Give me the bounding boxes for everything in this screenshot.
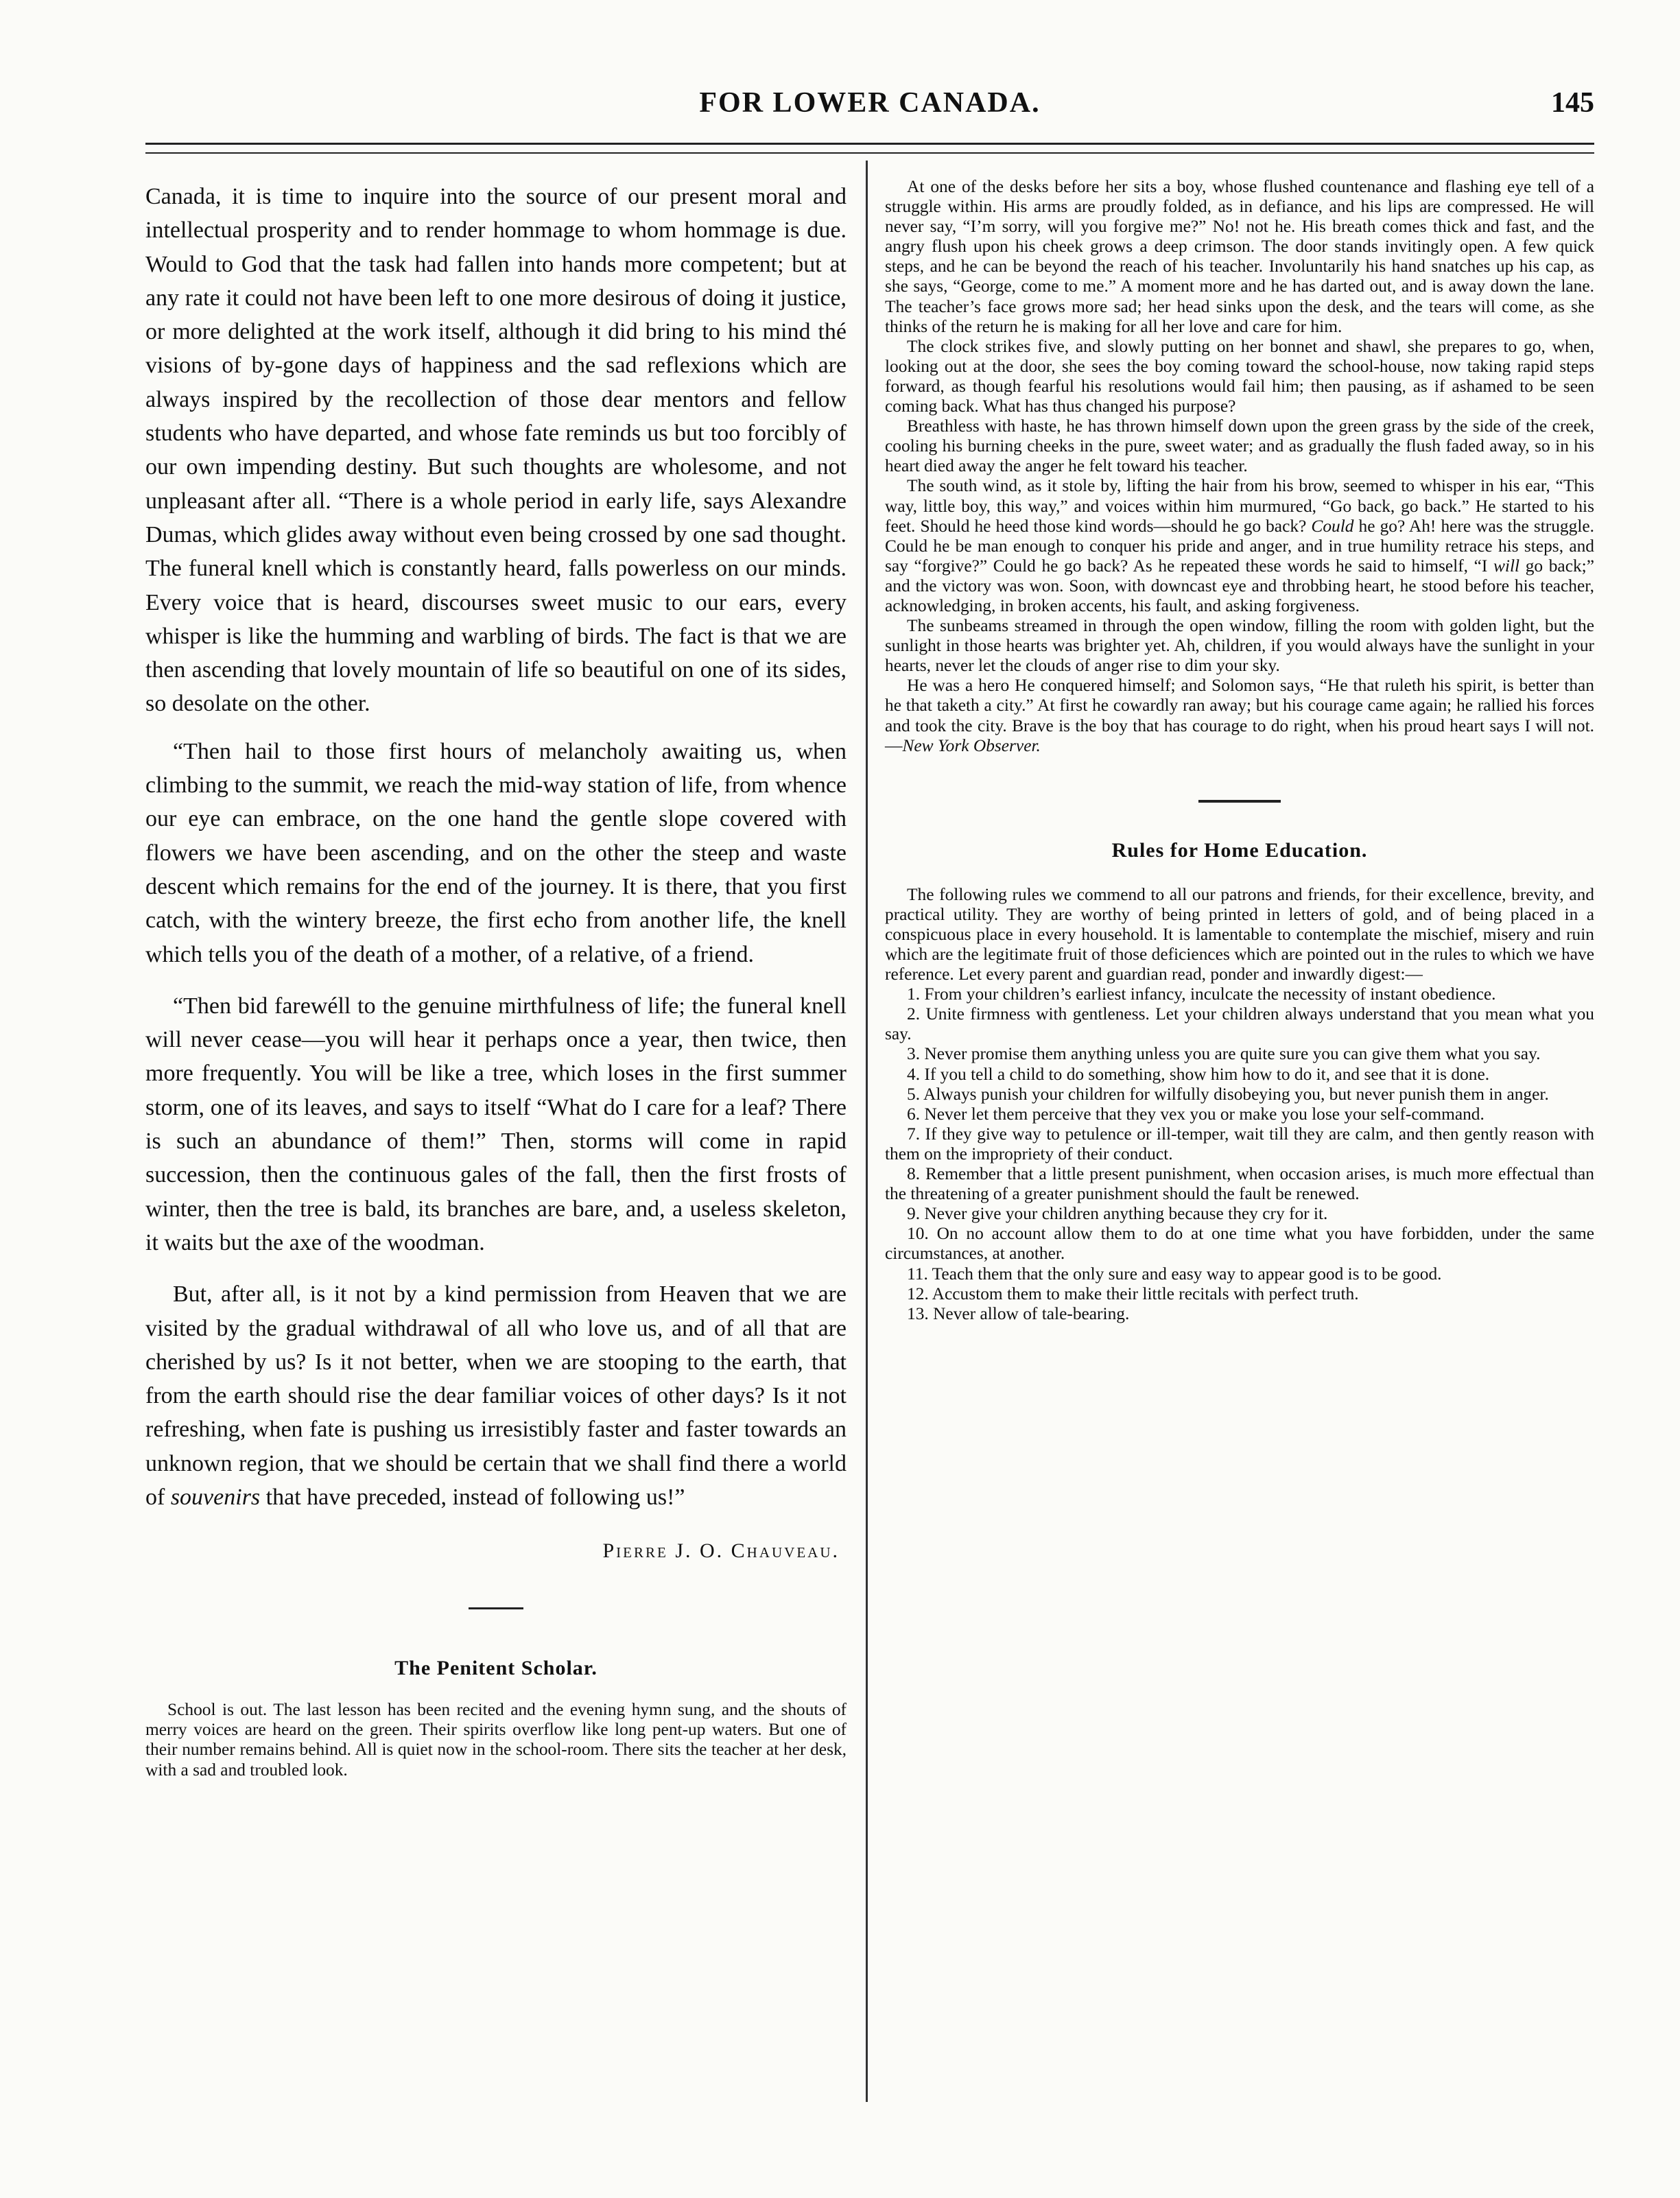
story-source: New York Observer. (902, 735, 1041, 755)
closing-text: But, after all, is it not by a kind permission from Heaven that we are visited by the gradual withdrawal of all who love us, and of all that are cherished by us? Is it not better, when we are stooping to the earth, that from the earth should rise the dear familiar voices of other days? Is it not refreshing, when fate is pushing us irresistibly faster and faster towards an unknown region, that we should be certain that we shall find there a world of (145, 1281, 847, 1510)
rules-intro: The following rules we commend to all our patrons and friends, for their excellence, brevity, and practical utility. They are worthy of being printed in letters of gold, and of being placed in a conspicuous place in every household. It is lamentable to contemplate the mischief, misery and ruin which are the legitimate fruit of those deficiences which are pointed out in the rules to which we have reference. Let every parent and guardian read, ponder and inwardly digest:— (885, 884, 1594, 984)
rule-item: 1. From your children’s earliest infancy, inculcate the necessity of instant obedience. (907, 984, 1496, 1004)
story-text: He was a hero He conquered himself; and Solomon says, “He that ruleth his spirit, is better than he that taketh a city.” At first he cowardly ran away; but his courage came again; he rallied his forces and took the city. Brave is the boy that has courage to do right, when his proud heart says I will not.— (885, 676, 1594, 755)
rule-item: 9. Never give your children anything because they cry for it. (907, 1204, 1328, 1224)
author-signature: Pierre J. O. Chauveau. (602, 1539, 840, 1563)
story-paragraph: Breathless with haste, he has thrown himself down upon the green grass by the side of the creek, cooling his burning cheeks in the pure, sweet water; and as gradually the flush faded away, so in his heart died away the anger he felt toward his teacher. (885, 416, 1594, 476)
story-paragraph (885, 676, 1594, 755)
rule-item: 5. Always punish your children for wilfully disobeying you, but never punish them in anger. (907, 1084, 1549, 1104)
rule-item: 10. On no account allow them to do at one time what you have forbidden, under the same circumstances, at another. (885, 1224, 1594, 1264)
running-head: FOR LOWER CANADA. (699, 87, 1041, 119)
story-paragraph: The clock strikes five, and slowly putting on her bonnet and shawl, she prepares to go, when, looking out at the door, she sees the boy coming toward the school-house, now taking rapid steps forward, as though fearful his resolutions would fail him; then pausing, as if ashamed to be seen coming back. What has thus changed his purpose? (885, 336, 1594, 416)
rule-item: 8. Remember that a little present punishment, when occasion arises, is much more effectual than the threatening of a greater punishment should the fault be renewed. (885, 1164, 1594, 1204)
rules-title: Rules for Home Education. (1111, 838, 1368, 862)
story-title: The Penitent Scholar. (394, 1657, 598, 1680)
rule-item: 3. Never promise them anything unless you are quite sure you can give them what you say. (907, 1044, 1541, 1064)
section-divider (1198, 800, 1281, 803)
header-rule-bottom (145, 152, 1594, 154)
rule-item: 11. Teach them that the only sure and easy way to appear good is to be good. (907, 1264, 1442, 1284)
story-italic: Could (1311, 516, 1354, 536)
page-header (145, 81, 1594, 129)
essay-paragraph: “Then bid farewéll to the genuine mirthfulness of life; the funeral knell will never cease—you will hear it perhaps once a year, then twice, then more frequently. You will be like a tree, which loses in the first summer storm, one of its leaves, and says to itself “What do I care for a leaf? There is such an abundance of them!” Then, storms will come in rapid succession, then the continuous gales of the fall, then the first frosts of winter, then the tree is bald, its branches are bare, and, a useless skeleton, it waits but the axe of the woodman. (145, 993, 847, 1255)
story-paragraph: The sunbeams streamed in through the open window, filling the room with golden light, but the sunlight in those hearts was brighter yet. Ah, children, if you would always have the sunlight in your hearts, never let the clouds of anger rise to dim your sky. (885, 616, 1594, 676)
essay-closing-paragraph (145, 1277, 847, 1514)
story-paragraph: School is out. The last lesson has been recited and the evening hymn sung, and the shouts of merry voices are heard on the green. Their spirits overflow like long pent-up waters. But one of their number remains behind. All is quiet now in the school-room. There sits the teacher at her desk, with a sad and troubled look. (145, 1700, 847, 1780)
page-number: 145 (1551, 87, 1594, 119)
story-paragraph (885, 476, 1594, 616)
story-text: go back;” and the victory was won. Soon, with downcast eye and throbbing heart, he stood before his teacher, acknowledging, in broken accents, his fault, and asking forgiveness. (885, 556, 1594, 615)
rule-item: 4. If you tell a child to do something, show him how to do it, and see that it is done. (907, 1064, 1490, 1084)
rule-item: 2. Unite firmness with gentleness. Let your children always understand that you mean what you say. (885, 1004, 1594, 1044)
right-column (885, 177, 1594, 1324)
rule-item: 7. If they give way to petulence or ill-temper, wait till they are calm, and then gently reason with them on the impropriety of their conduct. (885, 1124, 1594, 1163)
closing-text-end: that have preceded, instead of following us!” (260, 1484, 685, 1510)
rule-item: 12. Accustom them to make their little recitals with perfect truth. (907, 1284, 1359, 1303)
rule-item: 13. Never allow of tale-bearing. (907, 1303, 1130, 1323)
story-paragraph: At one of the desks before her sits a boy, whose flushed countenance and flashing eye tell of a struggle within. His arms are proudly folded, as in defiance, and his lips are compressed. He will never say, “I’m sorry, will you forgive me?” No! not he. His breath comes thick and fast, and the angry flush upon his cheek grows a deep crimson. The door stands invitingly open. A few quick steps, and he can be beyond the reach of his teacher. Involuntarily his hand snatches up his cap, as she says, “George, come to me.” A moment more and he has darted out, and is away down the lane. The teacher’s face grows more sad; her head sinks upon the desk, and the tears will come, as she thinks of the return he is making for all her love and care for him. (885, 177, 1594, 336)
essay-paragraph: Canada, it is time to inquire into the source of our present moral and intellectual prosperity and to render hommage to whom hommage is due. Would to God that the task had fallen into hands more competent; but at any rate it could not have been left to one more desirous of doing it justice, or more delighted at the work itself, although it did bring to his mind thé visions of by-gone days of happiness and the sad reflexions which are always inspired by the recollection of those dear mentors and fellow students who have departed, and whose fate reminds us but too forcibly of our own impending destiny. But such thoughts are wholesome, and not unpleasant after all. “There is a whole period in early life, says Alexandre Dumas, which glides away without even being crossed by one sad thought. The funeral knell which is constantly heard, falls powerless on our minds. Every voice that is heard, discourses sweet music to our ears, every whisper is like the humming and warbling of birds. The fact is that we are then ascending that lovely mountain of life so beautiful on one of its sides, so desolate on the other. (145, 184, 847, 717)
rules-list (885, 984, 1594, 1324)
rule-item: 6. Never let them perceive that they vex you or make you lose your self-command. (907, 1104, 1484, 1124)
closing-italic: souvenirs (170, 1484, 261, 1510)
story-italic: will (1493, 556, 1520, 576)
header-rule-top (145, 143, 1594, 145)
column-divider (866, 161, 868, 2102)
section-divider (469, 1607, 523, 1609)
essay-paragraph: “Then hail to those first hours of melancholy awaiting us, when climbing to the summit, we reach the mid-way station of life, from whence our eye can embrace, on the one hand the gentle slope covered with flowers we have been ascending, and on the other the steep and waste descent which remains for the end of the journey. It is there, that you first catch, with the wintery breeze, the first echo from another life, the knell which tells you of the death of a mother, of a relative, of a friend. (145, 738, 847, 967)
story-text: he go? Ah! here was the struggle. Could he be man enough to conquer his pride and anger, and in true humility retrace his steps, and say “forgive?” Could he go back? As he repeated these words he said to himself, “I (885, 516, 1594, 576)
story-text: The south wind, as it stole by, lifting the hair from his brow, seemed to whisper in his ear, “This way, little boy, this way,” and voices within him murmured, “Go back, go back.” He started to his feet. Should he heed those kind words—should he go back? (885, 476, 1594, 536)
left-column (145, 180, 847, 1780)
